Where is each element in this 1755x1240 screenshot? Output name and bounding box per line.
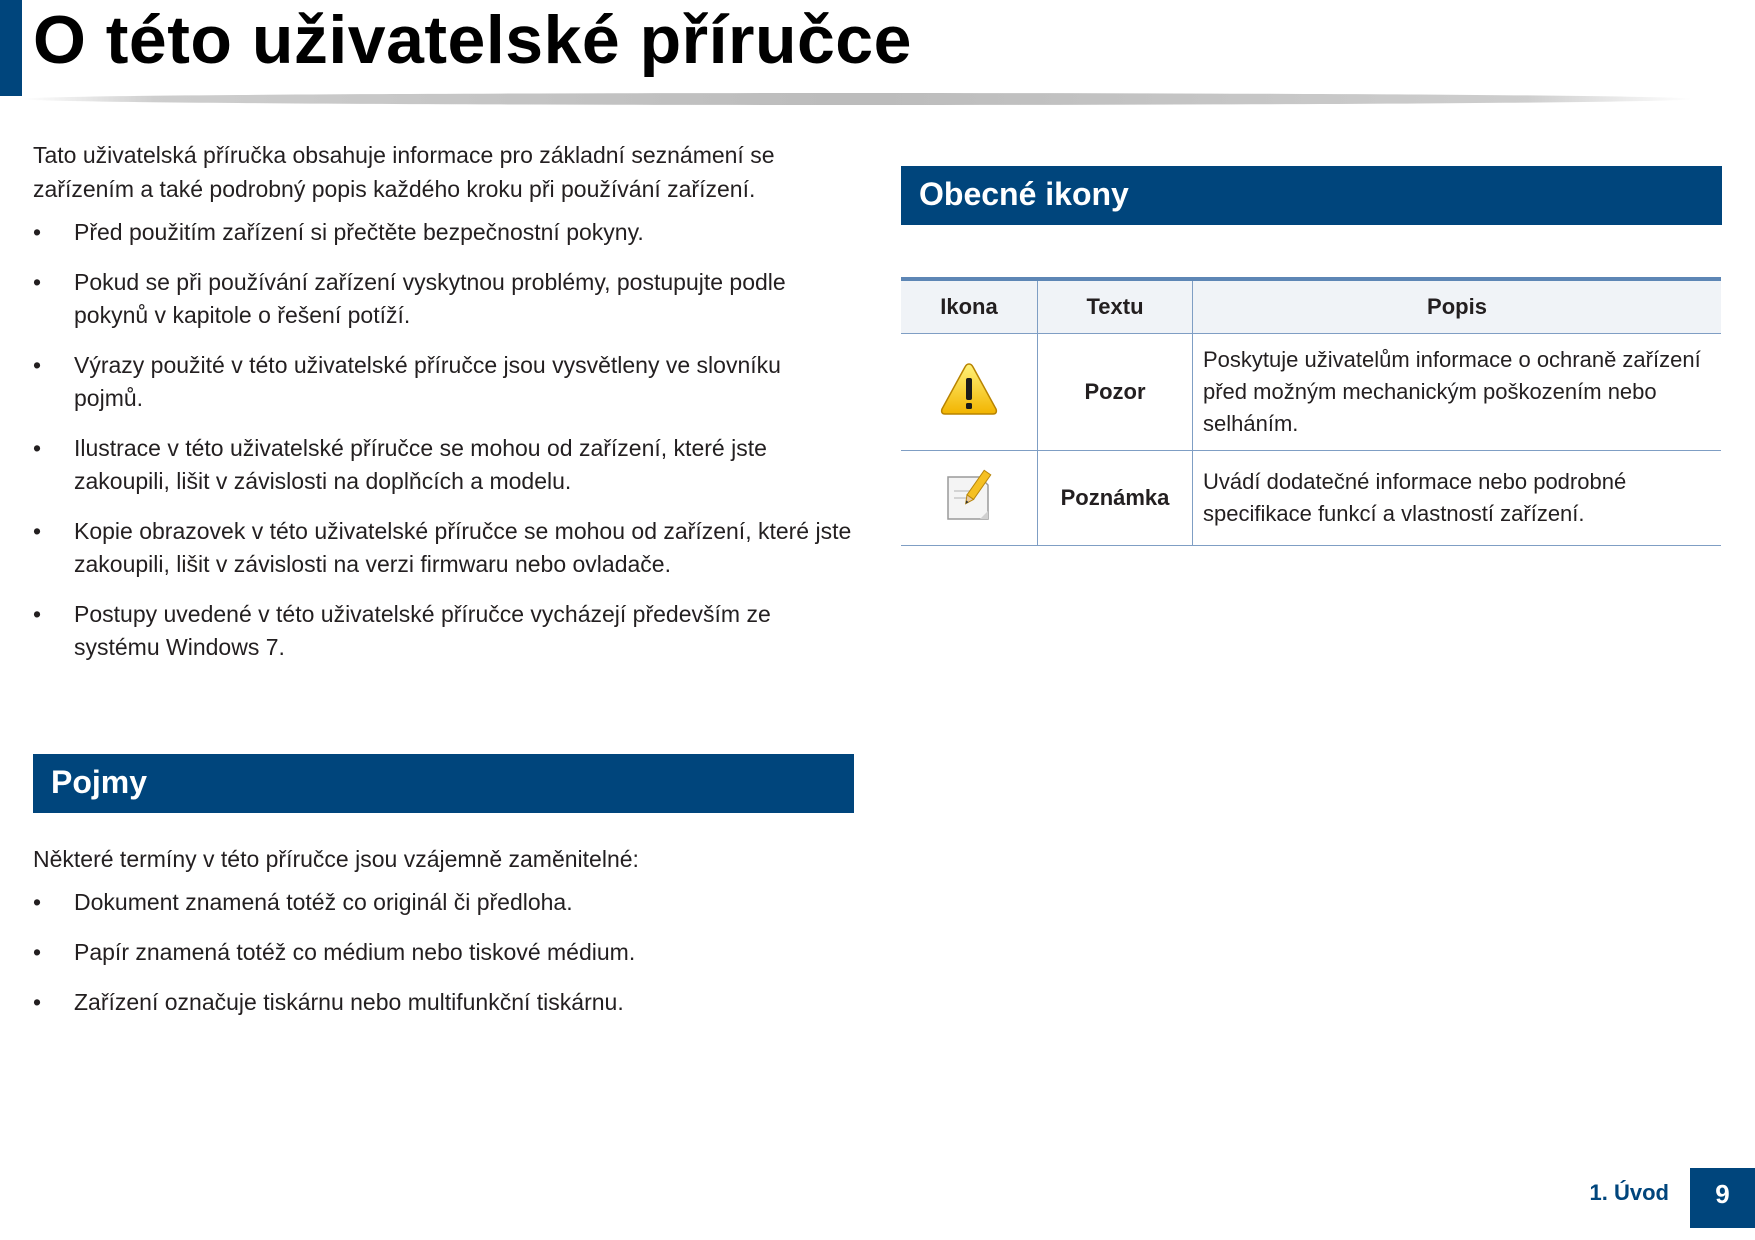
list-item: • Postupy uvedené v této uživatelské příručce vycházejí především ze systému Windows 7. xyxy=(33,598,853,664)
title-divider xyxy=(22,93,1692,105)
list-item: • Papír znamená totéž co médium nebo tiskové médium. xyxy=(33,936,853,969)
intro-paragraph: Tato uživatelská příručka obsahuje informace pro základní seznámení se zařízením a také podrobný popis každého kroku při používání zařízení. xyxy=(33,142,775,202)
table-row xyxy=(901,451,1721,546)
intro-section xyxy=(33,138,853,681)
icon-label-poznamka: Poznámka xyxy=(1038,451,1193,546)
icon-description-poznamka: Uvádí dodatečné informace nebo podrobné specifikace funkcí a vlastností zařízení. xyxy=(1193,451,1722,546)
page-title: O této uživatelské příručce xyxy=(33,2,912,78)
list-item: • Před použitím zařízení si přečtěte bezpečnostní pokyny. xyxy=(33,216,853,249)
table-header-row xyxy=(901,279,1721,334)
list-item: • Zařízení označuje tiskárnu nebo multifunkční tiskárnu. xyxy=(33,986,853,1019)
page-number: 9 xyxy=(1690,1168,1755,1228)
column-header-textu: Textu xyxy=(1038,279,1193,334)
title-accent-bar xyxy=(0,0,22,96)
intro-bullet-list xyxy=(33,216,853,664)
icon-cell xyxy=(901,334,1038,451)
icons-heading: Obecné ikony xyxy=(901,166,1722,225)
pojmy-heading: Pojmy xyxy=(33,754,854,813)
table-row xyxy=(901,334,1721,451)
pojmy-section xyxy=(33,842,853,1036)
list-item: • Kopie obrazovek v této uživatelské příručce se mohou od zařízení, které jste zakoupili, lišit v závislosti na verzi firmwaru nebo ovladače. xyxy=(33,515,853,581)
list-item: • Dokument znamená totéž co originál či předloha. xyxy=(33,886,853,919)
chapter-label: 1. Úvod xyxy=(1589,1180,1669,1205)
icon-label-pozor: Pozor xyxy=(1038,334,1193,451)
list-item: • Ilustrace v této uživatelské příručce se mohou od zařízení, které jste zakoupili, lišit v závislosti na doplňcích a modelu. xyxy=(33,432,853,498)
column-header-ikona: Ikona xyxy=(901,279,1038,334)
warning-triangle-icon xyxy=(939,397,999,422)
column-header-popis: Popis xyxy=(1193,279,1722,334)
pojmy-paragraph: Některé termíny v této příručce jsou vzájemně zaměnitelné: xyxy=(33,846,639,872)
note-pencil-icon xyxy=(942,503,996,528)
icon-description-pozor: Poskytuje uživatelům informace o ochraně zařízení před možným mechanickým poškozením nebo selháním. xyxy=(1193,334,1722,451)
icons-table xyxy=(901,277,1721,546)
pojmy-bullet-list xyxy=(33,886,853,1019)
list-item: • Výrazy použité v této uživatelské příručce jsou vysvětleny ve slovníku pojmů. xyxy=(33,349,853,415)
list-item: • Pokud se při používání zařízení vyskytnou problémy, postupujte podle pokynů v kapitole o řešení potíží. xyxy=(33,266,853,332)
icon-cell xyxy=(901,451,1038,546)
